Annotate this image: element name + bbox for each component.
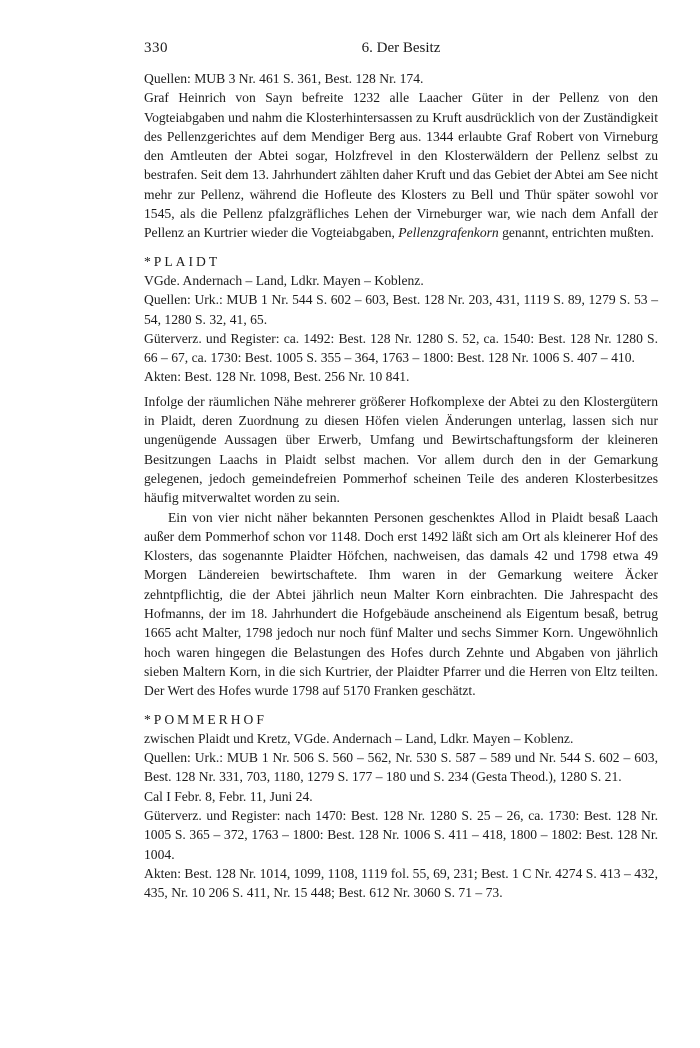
intro-sources: Quellen: MUB 3 Nr. 461 S. 361, Best. 128 Nr. 174. xyxy=(144,71,424,86)
plaidt-paragraph-2: Ein von vier nicht näher bekannten Personen geschenktes Allod in Plaidt besaß Laach außer dem Pommerhof schon vor 1148. Doch erst 1492 läßt sich am Ort als kleinerer Hof des Klosters, das sogenannte Plaidter Höfchen, nachweisen, das damals 42 und 1798 etwa 49 Morgen Ländereien bewirtschaftete. Ihm waren in der Gemarkung weitere Äcker zehntpflichtig, die der Abtei jährlich neun Malter Korn einbrachten. Die Jahrespacht des Hofmanns, der im 18. Jahrhundert die Hofgebäude anscheinend als Eigentum besaß, betrug 1665 acht Malter, 1798 jedoch nur noch fünf Malter und sechs Simmer Korn. Ungewöhnlich hoch waren hingegen die Belastungen des Hofes durch Zehnte und Abgaben von jährlich sieben Maltern Korn, in die sich Kurtrier, der Plaidter Pfarrer und die Herren von Eltz teilten. Der Wert des Hofes wurde 1798 auf 5170 Franken geschätzt. xyxy=(144,509,658,699)
intro-paragraph xyxy=(144,88,658,242)
plaidt-paragraph-1: Infolge der räumlichen Nähe mehrerer größerer Hofkomplexe der Abtei zu den Klostergütern in Plaidt, deren Zuordnung zu diesen Höfen vielen Änderungen unterlag, lassen sich nur ungenügende Aussagen über Erwerb, Umfang und Bewirtschaftungsform der kleineren Besitzungen Laachs in Plaidt selbst machen. Vor allem durch den in der Gemarkung gelegenen, jedoch gemeindefreien Pommerhof scheinen Teile des anderen Klosterbesitzes häufig mitverwaltet worden zu sein. xyxy=(144,393,658,506)
running-title: 6. Der Besitz xyxy=(361,40,441,56)
pommerhof-title: *POMMERHOF xyxy=(144,711,267,727)
pommerhof-location: zwischen Plaidt und Kretz, VGde. Andernach – Land, Ldkr. Mayen – Koblenz. xyxy=(144,730,574,746)
pommerhof-sources: Quellen: Urk.: MUB 1 Nr. 506 S. 560 – 562, Nr. 530 S. 587 – 589 und Nr. 544 S. 602 – 603, Best. 128 Nr. 331, 703, 1180, 1279 S. 177 – 180 und S. 234 (Gesta Theod.), 1280 S. 21. xyxy=(144,750,658,785)
intro-text-part2: genannt, entrichten mußten. xyxy=(498,225,654,241)
page-header xyxy=(144,40,658,60)
pommerhof-registers: Güterverz. und Register: nach 1470: Best. 128 Nr. 1280 S. 25 – 26, ca. 1730: Best. 128 Nr. 1005 S. 365 – 372, 1763 – 1800: Best. 128 Nr. 1006 S. 411 – 418, 1800 – 1802: Best. 128 Nr. 1004. xyxy=(144,807,658,862)
intro-italic-term: Pellenzgrafenkorn xyxy=(398,225,499,241)
pommerhof-files: Akten: Best. 128 Nr. 1014, 1099, 1108, 1119 fol. 55, 69, 231; Best. 1 C Nr. 4274 S. 413 – 432, 435, Nr. 10 206 S. 411, Nr. 15 448; Best. 612 Nr. 3060 S. 71 – 73. xyxy=(144,865,658,901)
pommerhof-cal: Cal I Febr. 8, Febr. 11, Juni 24. xyxy=(144,788,313,804)
plaidt-registers: Güterverz. und Register: ca. 1492: Best. 128 Nr. 1280 S. 52, ca. 1540: Best. 128 Nr. 1280 S. 66 – 67, ca. 1730: Best. 1005 S. 355 – 364, 1763 – 1800: Best. 128 Nr. 1006 S. 407 – 410. xyxy=(144,330,658,366)
plaidt-files: Akten: Best. 128 Nr. 1098, Best. 256 Nr. 10 841. xyxy=(144,369,410,385)
plaidt-title: *PLAIDT xyxy=(144,253,221,269)
intro-text-part1: Graf Heinrich von Sayn befreite 1232 alle Laacher Güter in der Pellenz von den Vogteiabgaben und nahm die Klosterhintersassen zu Kruft ausdrücklich von der Zuständigkeit des Pellenzgerichtes auf dem Mendiger Berg aus. 1344 erlaubte Graf Robert von Virneburg den Amtleuten der Abtei sogar, Holzfrevel in den Klosterwäldern der Pellenz selbst zu bestrafen. Seit dem 13. Jahrhundert zählten daher Kruft und das Gebiet der Abtei am See nicht mehr zur Pellenz, während die Hofleute des Klosters zu Bell und Thür später sowohl vor 1545, als die Pellenz pfalzgräfliches Lehen der Virneburger war, wie nach dem Anfall der Pellenz an Kurtrier wieder die Vogteiabgaben, xyxy=(144,90,658,241)
page-number: 330 xyxy=(144,40,168,56)
plaidt-location: VGde. Andernach – Land, Ldkr. Mayen – Koblenz. xyxy=(144,272,424,288)
plaidt-sources: Quellen: Urk.: MUB 1 Nr. 544 S. 602 – 603, Best. 128 Nr. 203, 431, 1119 S. 89, 1279 S. 53 – 54, 1280 S. 32, 41, 65. xyxy=(144,292,658,327)
page-body xyxy=(144,69,658,902)
